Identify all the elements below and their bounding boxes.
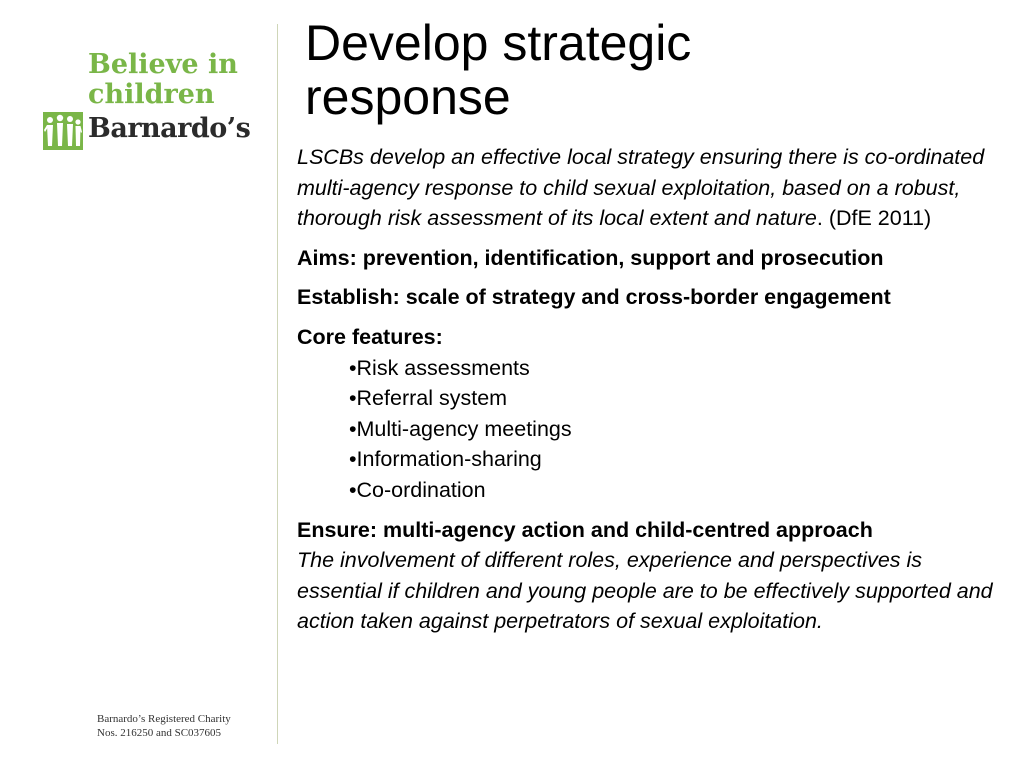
intro-paragraph bbox=[297, 142, 997, 234]
list-item: •Co-ordination bbox=[349, 477, 486, 502]
logo-tagline-line2: children bbox=[88, 79, 215, 110]
charity-line1: Barnardo’s Registered Charity bbox=[97, 713, 231, 725]
ensure-body: The involvement of different roles, experience and perspectives is essential if children and young people are to be effectively supported and action taken against perpetrators of sexual exploitation. bbox=[297, 548, 993, 634]
aims-statement: Aims: prevention, identification, support and prosecution bbox=[297, 245, 884, 270]
intro-citation: . (DfE 2011) bbox=[816, 206, 932, 231]
core-features-heading: Core features: bbox=[297, 324, 443, 349]
charity-line2: Nos. 216250 and SC037605 bbox=[97, 727, 222, 739]
barnardos-logo bbox=[40, 48, 270, 158]
list-item: •Multi-agency meetings bbox=[349, 416, 572, 441]
list-item: •Information-sharing bbox=[349, 447, 542, 472]
core-features-list bbox=[297, 353, 997, 506]
logo-name: Barnardo’s bbox=[88, 113, 251, 144]
intro-quote: LSCBs develop an effective local strategy ensuring there is co-ordinated multi-agency response to child sexual exploitation, based on a robust, thorough risk assessment of its local extent and nature bbox=[297, 145, 985, 231]
list-item: •Risk assessments bbox=[349, 355, 530, 380]
establish-statement: Establish: scale of strategy and cross-border engagement bbox=[297, 285, 891, 310]
slide-title-line2: response bbox=[305, 69, 511, 125]
logo-tagline bbox=[88, 50, 238, 110]
logo-tagline-line1: Believe in bbox=[88, 49, 238, 80]
children-figures-icon bbox=[43, 112, 83, 150]
ensure-heading: Ensure: multi-agency action and child-centred approach bbox=[297, 517, 873, 542]
slide-content bbox=[297, 142, 997, 637]
slide-title bbox=[305, 16, 691, 124]
vertical-divider bbox=[277, 24, 278, 744]
slide-title-line1: Develop strategic bbox=[305, 15, 692, 71]
ensure-paragraph bbox=[297, 515, 997, 637]
charity-registration bbox=[97, 712, 231, 740]
list-item: •Referral system bbox=[349, 386, 508, 411]
